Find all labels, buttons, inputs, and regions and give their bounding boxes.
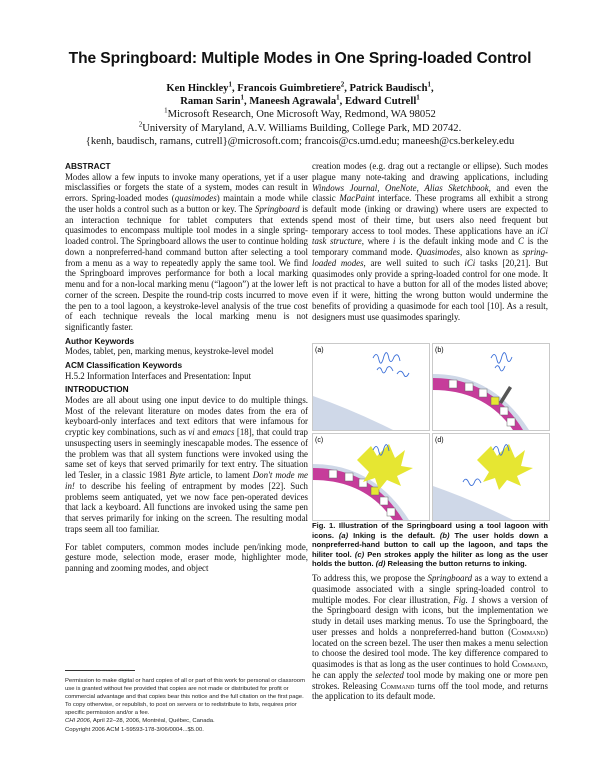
footnote-rule: [65, 670, 135, 671]
panel-label-c: (c): [315, 437, 324, 444]
affiliation-1-text: Microsoft Research, One Microsoft Way, Redmond, WA 98052: [167, 109, 436, 121]
tool-icon: [345, 473, 353, 481]
figure-1: [312, 343, 548, 520]
ink-scribble-2: [397, 371, 409, 376]
panel-label-d: (d): [435, 437, 444, 444]
tool-icon: [479, 389, 487, 397]
right-paragraph-2: To address this, we propose the Springboard as a way to extend a quasimode associated with a single spring-loaded control to multiple modes. For clear illustration, Fig. 1 shows a version of the Springboard design with icons, but the implementation we study in detail uses marking menus. To use the Springboard, the user presses and holds a nonpreferred-hand button (Command) located on the screen bezel. The user then makes a menu selection to choose the desired tool mode. The key difference compared to quasimodes is that as long as the user continues to hold Command, he can apply the selected tool mode by making one or more pen strokes. Releasing Command turns off the tool mode, and returns the application to its default mode.: [312, 573, 549, 702]
acm-text: H.5.2 Information Interfaces and Presentation: Input: [65, 370, 252, 381]
tool-icon: [380, 497, 388, 505]
author-block: [30, 82, 570, 148]
author-sup: 1: [416, 93, 420, 102]
affiliation-2: [30, 122, 570, 135]
screen-bezel: [433, 486, 513, 520]
panel-label-b: (b): [435, 347, 444, 354]
affiliation-sup: 1: [164, 106, 168, 115]
tool-icon: [329, 470, 337, 478]
author-name: Maneesh Agrawala: [249, 96, 337, 108]
acm-heading: ACM Classification Keywords: [65, 360, 183, 370]
screen-bezel: [313, 396, 393, 430]
affiliation-sup: 2: [138, 120, 143, 129]
author-sup: 1: [336, 93, 340, 102]
author-line-2: Raman Sarin$^1$, Maneesh Agrawala$^1$, Edward Cutrell$^1$: [180, 93, 420, 108]
abstract-text: Modes allow a few inputs to invoke many operations, yet if a user misclassifies or forgets the state of a system, modes can result in errors. Spring-loaded modes (quasimodes) maintain a mode while the user holds a control such as a button or key. The Springboard is an interaction technique for tablet computers that extends quasimodes to encompass multiple tool modes in a single spring-loaded control. The Springboard allows the user to continue holding down a nonpreferred-hand command button after selecting a tool from a menu as a way to repeatedly apply the same tool. We find the Springboard improves performance for both a local marking menu and for a non-local marking menu (“lagoon”) at the lower left corner of the screen. Despite the round-trip costs incurred to move the pen to a tool lagoon, a keystroke-level analysis of the true cost of each technique reveals the local marking menu is not significantly faster.: [65, 171, 308, 332]
intro-paragraph-1: Modes are all about using one input device to do multiple things. Most of the relevant literature on modes dates from the era of keyboard-only interfaces and text editors that were infamous for cryptic key combinations, such as vi and emacs [18], that could trap unsuspecting users in seemingly inescapable modes. The essence of the problem was that all system functions were invoked using the same set of keys that served primarily for text entry. The situation led Tesler, in a classic 1981 Byte article, to lament Don't mode me in! to describe his feeling of entrapment by modes [22]. Such problems seem antiquated, yet we now face pen-operated devices that lack a keyboard. All functions are invoked using the same pen that serves primarily for inking on the screen. The resulting modal traps seem all too familiar.: [65, 394, 308, 534]
tool-icon: [500, 407, 508, 415]
permission-text: Permission to make digital or hard copies of all or part of this work for personal or classroom use is granted without fee provided that copies are not made or distributed for profit or commercial advantage and that copies bear this notice and the full citation on the first page. To copy otherwise, or republish, to post on servers or to redistribute to lists, requires prior specific permission and/or a fee.: [65, 678, 305, 717]
paper-title: The Springboard: Multiple Modes in One Spring-loaded Control: [68, 50, 532, 67]
hiliter-tool-icon: [371, 487, 379, 495]
figure-panel-b: [432, 343, 550, 431]
author-emails: {kenh, baudisch, ramans, cutrell}@microsoft.com; francois@cs.umd.edu; maneesh@cs.berkeley.edu: [85, 135, 515, 147]
pen-icon: [499, 386, 512, 404]
author-name: Edward Cutrell: [344, 96, 417, 108]
copyright-line: Copyright 2006 ACM 1-59593-178-3/06/0004...$5.00.: [65, 726, 204, 733]
right-paragraph-1: creation modes (e.g. drag out a rectangle or ellipse). Such modes plague many note-taking and drawing applications, including Windows Journal, OneNote, Alias Sketchbook, and even the classic MacPaint interface. These programs all exhibit a strong default mode (inking or drawing) where users are expected to spend most of their time, but users also need frequent but temporary access to tool modes. These applications have an iCi task structure, where i is the default inking mode and C is the temporary command mode. Quasimodes, also known as spring-loaded modes, are well suited to such iCi tasks [20,21]. But quasimodes only provide a spring-loaded control for one mode. It is not practical to have a button for all of the modes listed above; even if it were, hitting the wrong button would undermine the benefits of providing a quasimode for each tool [10]. As a result, designers must use quasimodes sparingly.: [312, 161, 549, 322]
author-name: Patrick Baudisch: [349, 83, 428, 94]
author-name: Ken Hinckley: [166, 83, 229, 94]
introduction-heading: INTRODUCTION: [65, 384, 129, 395]
hiliter-tool-icon: [491, 397, 499, 405]
author-sup: 2: [340, 80, 345, 89]
figure-caption: Fig. 1. Illustration of the Springboard using a tool lagoon with icons. (a) Inking is the default. (b) The user holds down a nonpreferred-hand button to call up the lagoon, and taps the hiliter tool. (c) Pen strokes apply the hiliter as long as the user holds the button. (d) Releasing the button returns to inking.: [312, 521, 548, 568]
right-column-top: [312, 161, 548, 322]
panel-label-a: (a): [315, 347, 324, 354]
abstract-heading: ABSTRACT: [65, 161, 111, 171]
tool-icon: [387, 508, 395, 516]
author-sup: 1: [240, 93, 245, 102]
tool-icon: [507, 418, 515, 426]
figure-panel-d: [432, 433, 550, 521]
hiliter-stroke: [477, 444, 533, 490]
ink-scribble: [373, 353, 400, 373]
keywords-heading: Author Keywords: [65, 335, 135, 346]
ink-scribble: [491, 353, 512, 371]
left-column: [65, 161, 308, 574]
tool-icon: [449, 380, 457, 388]
intro-paragraph-2: For tablet computers, common modes include pen/inking mode, gesture mode, selection mode, eraser mode, highlighter mode, panning and zooming modes, and object: [65, 541, 308, 573]
affiliation-2-text: University of Maryland, A.V. Williams Building, College Park, MD 20742.: [142, 122, 462, 134]
affiliation-1: [30, 108, 570, 121]
author-line-1: Ken Hinckley$^1$, Francois Guimbretiere$^2$, Patrick Baudisch$^1$,: [166, 80, 434, 94]
right-column-bottom: [312, 573, 548, 702]
author-sup: 1: [427, 80, 431, 89]
figure-panel-c: [312, 433, 430, 521]
keywords-text: Modes, tablet, pen, marking menus, keystroke-level model: [65, 346, 274, 357]
tool-icon: [465, 383, 473, 391]
author-name: Raman Sarin: [180, 96, 241, 108]
author-name: Francois Guimbretiere: [237, 83, 341, 94]
conference-line: CHI 2006, April 22–28, 2006, Montréal, Québec, Canada.: [65, 718, 215, 725]
figure-panel-a: [312, 343, 430, 431]
author-sup: 1: [228, 80, 232, 89]
permission-notice: [65, 670, 308, 734]
